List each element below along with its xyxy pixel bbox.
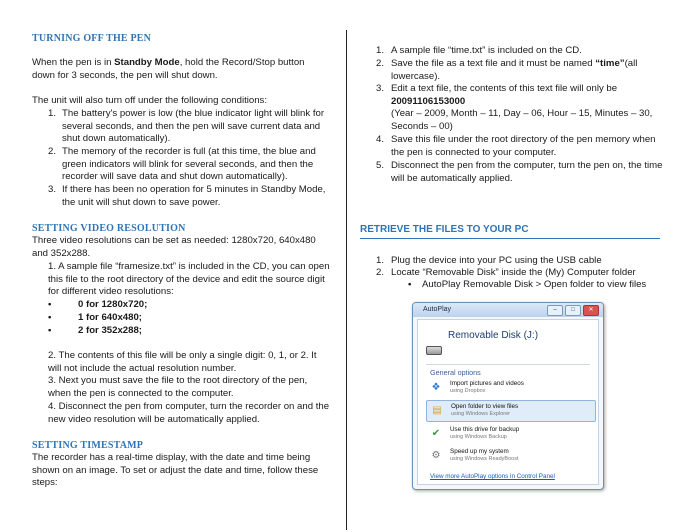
autoplay-option-backup[interactable]: ✔ Use this drive for backup using Windows Backup <box>426 424 594 444</box>
conditions-intro: The unit will also turn off under the following conditions: <box>32 95 268 106</box>
retrieve-heading: RETRIEVE THE FILES TO YOUR PC <box>360 224 660 239</box>
video-step-4: 4. Disconnect the pen from computer, turn the recorder on and the new video resolution will be automatically applied. <box>48 401 330 425</box>
autoplay-titlebar <box>413 303 603 317</box>
autoplay-option-open-folder[interactable]: ▤ Open folder to view files using Windows Explorer <box>426 400 596 422</box>
autoplay-body <box>417 319 599 485</box>
divider <box>426 364 590 365</box>
video-step-2: 2. The contents of this file will be only a single digit: 0, 1, or 2. It will not include the actual resolution number. <box>48 350 317 374</box>
minimize-icon[interactable]: – <box>547 305 563 316</box>
autoplay-option-readyboost[interactable]: ⚙ Speed up my system using Windows ReadyBoost <box>426 446 594 466</box>
autoplay-dialog <box>412 302 604 490</box>
speed-gauge-icon: ⚙ <box>431 450 441 461</box>
video-heading: SETTING VIDEO RESOLUTION <box>32 223 186 234</box>
video-intro: Three video resolutions can be set as needed: 1280x720, 640x480 and 352x288. <box>32 235 316 259</box>
folder-icon: ▤ <box>432 405 442 416</box>
video-step-1: 1. A sample file “framesize.txt” is included in the CD, you can open this file to the root directory of the device and edit the source digit for different video resolutions: <box>48 261 330 298</box>
column-divider <box>346 30 347 530</box>
timestamp-intro: The recorder has a real-time display, with the date and time being shown on an image. To set or adjust the date and time, follow these steps: <box>32 452 319 489</box>
turning-off-heading: TURNING OFF THE PEN <box>32 33 152 44</box>
video-step-3: 3. Next you must save the file to the root directory of the pen, when the pen is connected to the computer. <box>48 375 308 399</box>
close-icon[interactable]: ✕ <box>583 305 599 316</box>
timestamp-heading: SETTING TIMESTAMP <box>32 440 144 451</box>
timestamp-code: 20091106153000 <box>391 95 466 107</box>
autoplay-title: AutoPlay <box>423 306 452 313</box>
autoplay-option-import[interactable]: ❖ Import pictures and videos using Dropbox <box>426 378 594 398</box>
drive-label: Removable Disk (J:) <box>448 330 539 341</box>
more-autoplay-options-link[interactable]: View more AutoPlay options in Control Panel <box>430 473 555 480</box>
maximize-icon[interactable]: □ <box>565 305 581 316</box>
turning-off-intro: When the pen is in Standby Mode, hold the Record/Stop button down for 3 seconds, the pen will shut down. <box>32 57 305 81</box>
general-options-label: General options <box>430 368 481 377</box>
removable-disk-icon <box>426 346 442 355</box>
dropbox-icon: ❖ <box>431 382 441 393</box>
backup-icon: ✔ <box>431 428 441 439</box>
